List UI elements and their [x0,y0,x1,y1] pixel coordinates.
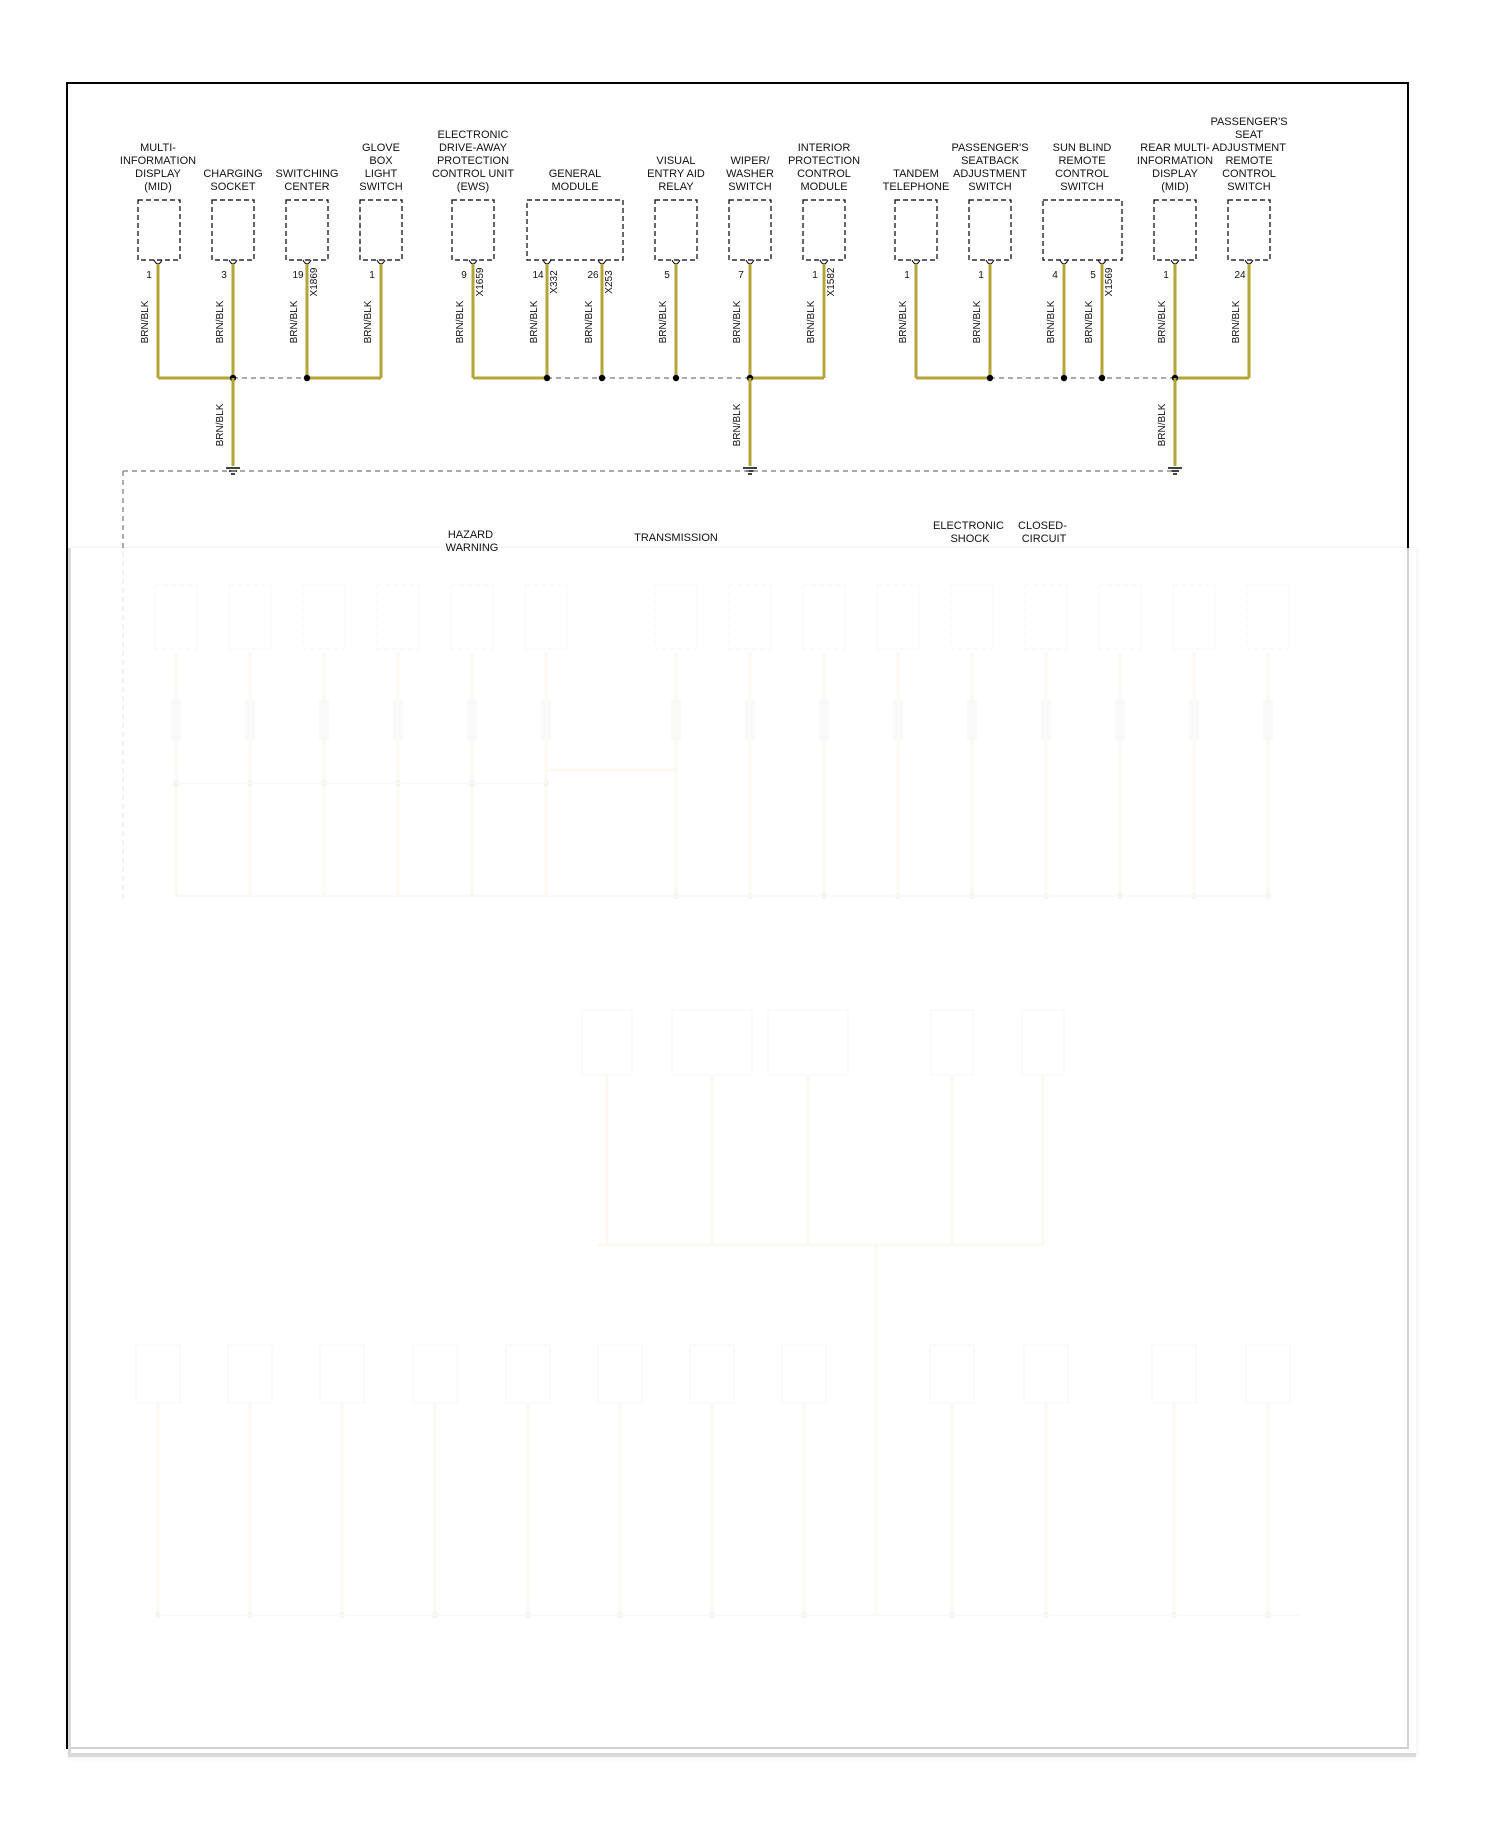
component-label-glovebox: GLOVE BOX LIGHT SWITCH [359,142,403,193]
component-label-seatback: PASSENGER'S SEATBACK ADJUSTMENT SWITCH [951,142,1029,193]
wire-color-label: BRN/BLK [529,300,540,344]
component-label-general: GENERAL MODULE [548,168,602,193]
wire-color-label: BRN/BLK [658,300,669,344]
pin-number: 1 [1163,270,1169,281]
wire-color-label: BRN/BLK [806,300,817,344]
wire-color-label: BRN/BLK [732,300,743,344]
pin-number: 24 [1234,270,1246,281]
connector-label: X1869 [309,267,320,297]
wire-color-label: BRN/BLK [215,403,226,447]
wire-color-label: BRN/BLK [1231,300,1242,344]
pin-number: 14 [532,270,544,281]
obscured-lower-region [68,548,1416,1757]
pin-number: 19 [292,270,304,281]
pin-number: 5 [664,270,670,281]
component-label-wiper: WIPER/ WASHER SWITCH [726,155,774,193]
component-label-seatremote: PASSENGER'S SEAT ADJUSTMENT REMOTE CONTROL SWITCH [1210,116,1288,193]
wire-color-label: BRN/BLK [1084,300,1095,344]
wire-color-label: BRN/BLK [1157,300,1168,344]
wire-color-label: BRN/BLK [289,300,300,344]
electronic-shock-label: ELECTRONIC SHOCK [933,520,1004,545]
component-label-interior: INTERIOR PROTECTION CONTROL MODULE [787,142,861,193]
pin-number: 3 [221,270,227,281]
component-label-switching: SWITCHING CENTER [275,168,339,193]
pin-number: 4 [1052,270,1058,281]
pin-number: 26 [587,270,599,281]
pin-number: 1 [978,270,984,281]
component-label-mid: MULTI-INFORMATION DISPLAY (MID) [119,142,197,193]
component-label-charging: CHARGING SOCKET [203,168,263,193]
component-label-ews: ELECTRONIC DRIVE-AWAY PROTECTION CONTROL UNIT (EWS) [431,129,515,193]
connector-label: X332 [549,270,560,294]
component-label-rearmid: REAR MULTI-INFORMATION DISPLAY (MID) [1136,142,1214,193]
wire-color-label: BRN/BLK [363,300,374,344]
component-label-sunblind: SUN BLIND REMOTE CONTROL SWITCH [1052,142,1112,193]
wire-color-label: BRN/BLK [898,300,909,344]
pin-number: 1 [369,270,375,281]
pin-number: 1 [146,270,152,281]
hazard-warning-label: HAZARD WARNING [445,529,499,554]
partial-label-layer [0,0,1500,600]
component-label-visual: VISUAL ENTRY AID RELAY [647,155,705,193]
connector-label: X1582 [826,267,837,297]
wire-color-label: BRN/BLK [584,300,595,344]
transmission-label: TRANSMISSION [634,532,718,544]
connector-label: X1659 [475,267,486,297]
pin-number: 7 [738,270,744,281]
pin-number: 9 [461,270,467,281]
wire-color-label: BRN/BLK [1046,300,1057,344]
wire-color-label: BRN/BLK [972,300,983,344]
pin-number: 1 [812,270,818,281]
wire-color-label: BRN/BLK [455,300,466,344]
connector-label: X1569 [1104,267,1115,297]
wire-color-label: BRN/BLK [215,300,226,344]
closed-circuit-label: CLOSED- CIRCUIT [1018,520,1067,545]
wire-color-label: BRN/BLK [1157,403,1168,447]
component-label-tandem: TANDEM TELEPHONE [882,168,950,193]
pin-number: 1 [904,270,910,281]
connector-label: X253 [604,270,615,294]
wire-color-label: BRN/BLK [732,403,743,447]
pin-number: 5 [1090,270,1096,281]
wire-color-label: BRN/BLK [140,300,151,344]
